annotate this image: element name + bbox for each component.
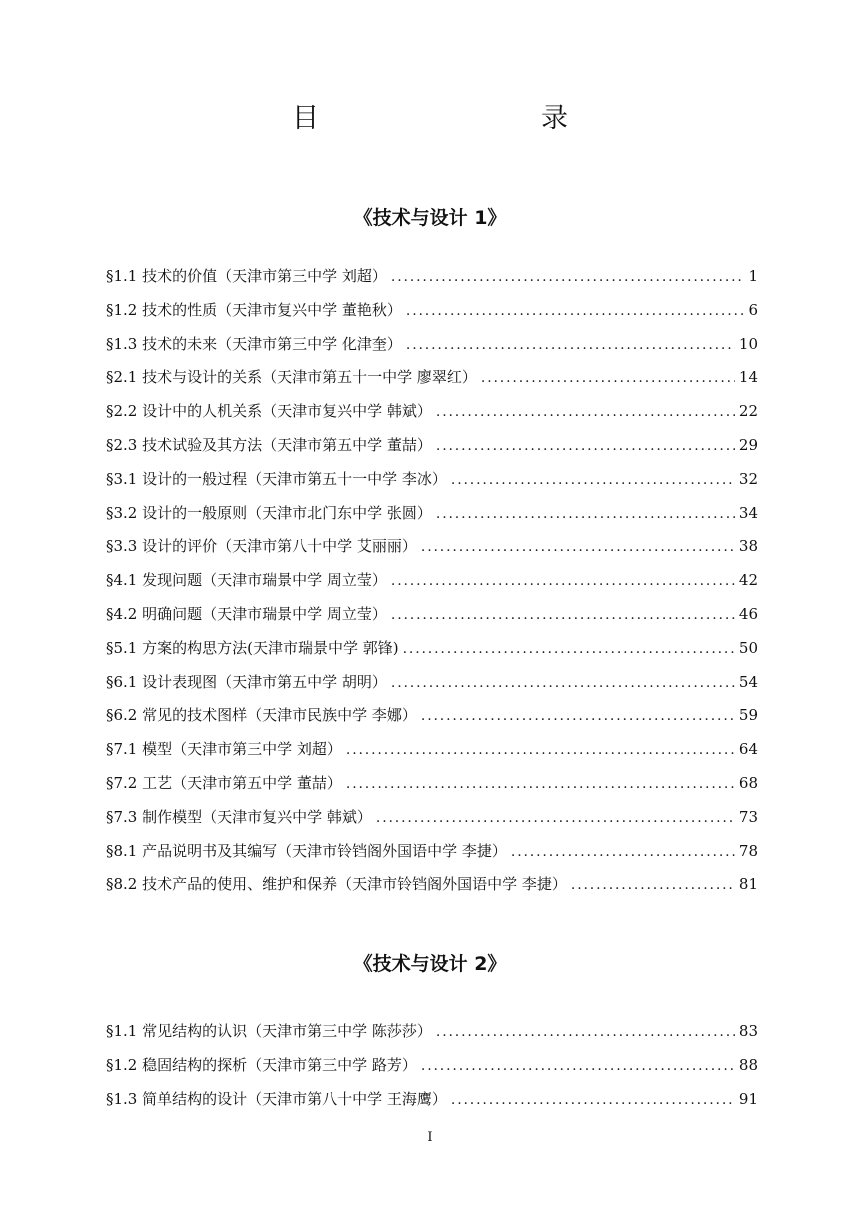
- toc-entry[interactable]: [106, 569, 758, 603]
- toc-entry[interactable]: [106, 738, 758, 772]
- toc-entry-title: §1.3 技术的未来（天津市第三中学 化津奎）: [106, 334, 402, 353]
- toc-dot-leader: [421, 539, 735, 555]
- toc-entry[interactable]: [106, 535, 758, 569]
- toc-dot-leader: [391, 573, 735, 589]
- toc-entry-title: §1.1 常见结构的认识（天津市第三中学 陈莎莎）: [106, 1022, 432, 1040]
- toc-entry[interactable]: [106, 704, 758, 738]
- toc-entry[interactable]: [106, 671, 758, 705]
- toc-dot-leader: [406, 337, 735, 353]
- toc-entry-title: §7.2 工艺（天津市第五中学 董喆）: [106, 773, 342, 792]
- toc-entry[interactable]: [106, 333, 758, 367]
- section-heading-book-2: 《技术与设计 2》: [353, 953, 507, 975]
- toc-entry-title: §3.1 设计的一般过程（天津市第五十一中学 李冰）: [106, 469, 447, 488]
- toc-entry-title: §2.2 设计中的人机关系（天津市复兴中学 韩斌）: [106, 402, 432, 421]
- toc-list-book-2: [106, 1020, 758, 1121]
- toc-entry-page: 68: [738, 773, 758, 792]
- toc-entry[interactable]: [106, 299, 758, 333]
- toc-entry[interactable]: [106, 806, 758, 840]
- toc-entry-page: 42: [738, 571, 758, 590]
- toc-entry[interactable]: [106, 1088, 758, 1122]
- toc-entry-page: 91: [738, 1089, 758, 1108]
- toc-entry-page: 34: [738, 503, 758, 522]
- toc-entry-title: §1.2 技术的性质（天津市复兴中学 董艳秋）: [106, 300, 402, 319]
- toc-dot-leader: [376, 810, 735, 826]
- toc-entry-title: §5.1 方案的构思方法(天津市瑞景中学 郭锋): [106, 638, 399, 657]
- toc-entry-title: §8.2 技术产品的使用、维护和保养（天津市铃铛阁外国语中学 李捷）: [106, 875, 567, 894]
- toc-entry-title: §1.3 简单结构的设计（天津市第八十中学 王海鹰）: [106, 1089, 447, 1108]
- toc-entry[interactable]: [106, 873, 758, 907]
- toc-entry-page: 22: [738, 402, 758, 421]
- toc-entry-page: 38: [738, 537, 758, 556]
- toc-dot-leader: [436, 438, 735, 454]
- toc-entry-title: §6.1 设计表现图（天津市第五中学 胡明）: [106, 672, 387, 691]
- toc-entry-title: §1.2 稳固结构的探析（天津市第三中学 路芳）: [106, 1055, 417, 1074]
- toc-entry-title: §2.1 技术与设计的关系（天津市第五十一中学 廖翠红）: [106, 368, 477, 387]
- page-title: 目 录: [292, 103, 624, 134]
- toc-entry[interactable]: [106, 637, 758, 671]
- toc-entry-title: §7.1 模型（天津市第三中学 刘超）: [106, 740, 342, 759]
- toc-dot-leader: [571, 877, 735, 893]
- toc-entry-title: §4.2 明确问题（天津市瑞景中学 周立莹）: [106, 604, 387, 623]
- toc-dot-leader: [481, 370, 735, 386]
- toc-entry[interactable]: [106, 265, 758, 299]
- toc-dot-leader: [436, 506, 735, 522]
- toc-entry-page: 64: [738, 740, 758, 759]
- toc-entry[interactable]: [106, 1020, 758, 1054]
- toc-entry-title: §3.2 设计的一般原则（天津市北门东中学 张圆）: [106, 503, 432, 522]
- toc-entry-page: 29: [738, 435, 758, 454]
- toc-entry-page: 59: [738, 706, 758, 725]
- toc-entry-title: §8.1 产品说明书及其编写（天津市铃铛阁外国语中学 李捷）: [106, 841, 507, 860]
- toc-dot-leader: [346, 776, 735, 792]
- toc-dot-leader: [451, 472, 735, 488]
- toc-entry[interactable]: [106, 366, 758, 400]
- toc-entry-page: 88: [738, 1055, 758, 1074]
- toc-entry-page: 78: [738, 841, 758, 860]
- toc-list-book-1: [106, 265, 758, 907]
- toc-dot-leader: [391, 269, 745, 285]
- toc-entry[interactable]: [106, 502, 758, 536]
- toc-entry-title: §3.3 设计的评价（天津市第八十中学 艾丽丽）: [106, 537, 417, 556]
- toc-entry-title: §4.1 发现问题（天津市瑞景中学 周立莹）: [106, 571, 387, 590]
- toc-entry[interactable]: [106, 603, 758, 637]
- toc-entry[interactable]: [106, 1054, 758, 1088]
- toc-entry-page: 50: [738, 638, 758, 657]
- toc-entry[interactable]: [106, 468, 758, 502]
- toc-entry-title: §1.1 技术的价值（天津市第三中学 刘超）: [106, 267, 387, 285]
- toc-entry-page: 6: [748, 300, 758, 319]
- toc-entry-page: 83: [738, 1022, 758, 1040]
- toc-entry-page: 81: [738, 875, 758, 894]
- toc-dot-leader: [436, 404, 735, 420]
- toc-entry-page: 10: [738, 334, 758, 353]
- toc-entry-title: §7.3 制作模型（天津市复兴中学 韩斌）: [106, 807, 372, 826]
- toc-entry-page: 54: [738, 672, 758, 691]
- toc-entry-page: 1: [748, 267, 758, 285]
- toc-entry-title: §2.3 技术试验及其方法（天津市第五中学 董喆）: [106, 435, 432, 454]
- toc-dot-leader: [436, 1024, 735, 1040]
- toc-dot-leader: [421, 1058, 735, 1074]
- toc-entry-page: 73: [738, 807, 758, 826]
- toc-dot-leader: [421, 708, 735, 724]
- page-number: I: [427, 1130, 433, 1145]
- toc-entry-page: 32: [738, 469, 758, 488]
- toc-dot-leader: [451, 1092, 735, 1108]
- toc-entry-page: 14: [738, 368, 758, 387]
- toc-entry[interactable]: [106, 772, 758, 806]
- section-heading-book-1: 《技术与设计 1》: [353, 207, 507, 229]
- toc-entry[interactable]: [106, 434, 758, 468]
- toc-dot-leader: [511, 844, 735, 860]
- toc-entry[interactable]: [106, 400, 758, 434]
- toc-dot-leader: [403, 641, 735, 657]
- toc-entry[interactable]: [106, 840, 758, 874]
- toc-dot-leader: [391, 675, 735, 691]
- toc-entry-title: §6.2 常见的技术图样（天津市民族中学 李娜）: [106, 706, 417, 725]
- toc-dot-leader: [346, 742, 735, 758]
- toc-dot-leader: [406, 303, 745, 319]
- toc-dot-leader: [391, 607, 735, 623]
- toc-entry-page: 46: [738, 604, 758, 623]
